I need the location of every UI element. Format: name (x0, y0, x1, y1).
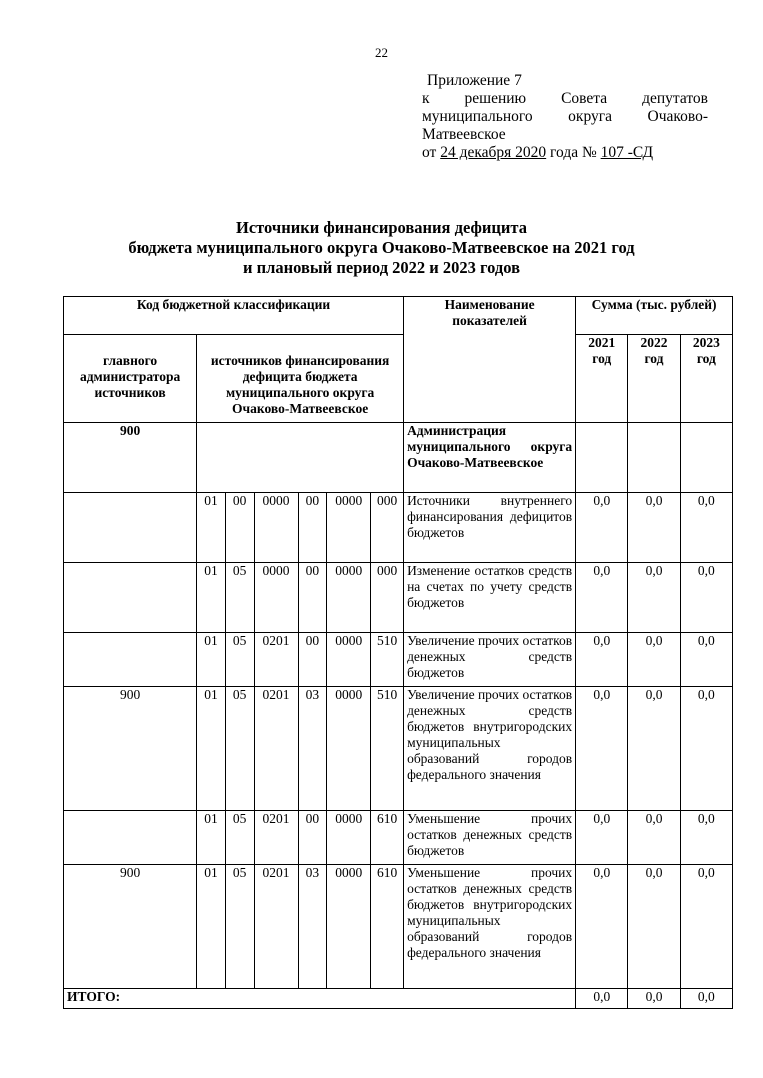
code-kind: 000 (371, 563, 404, 633)
admin-name (404, 423, 576, 493)
code-group: 01 (197, 865, 226, 989)
appendix-label: Приложение 7 (427, 72, 522, 89)
title-line-2: бюджета муниципального округа Очаково-Матвеевское на 2021 год (128, 238, 635, 257)
value-2022: 0,0 (628, 493, 680, 563)
value-2022: 0,0 (628, 563, 680, 633)
table-row (64, 633, 733, 687)
admin-v2023 (680, 423, 732, 493)
code-element: 0000 (327, 865, 371, 989)
value-2023: 0,0 (680, 811, 732, 865)
header-sum: Сумма (тыс. рублей) (576, 297, 733, 335)
code-group: 01 (197, 493, 226, 563)
table-row (64, 811, 733, 865)
indicator-name: Изменение остатков средств на счетах по учету средств бюджетов (404, 563, 576, 633)
value-2021: 0,0 (576, 687, 628, 811)
code-group: 01 (197, 633, 226, 687)
admin-code (64, 493, 197, 563)
sources-table (63, 296, 733, 1009)
header-main-admin: главного администратора источников (64, 335, 197, 423)
code-subarticle: 03 (298, 687, 327, 811)
appendix-district-name: Матвеевское (422, 126, 506, 143)
code-subgroup: 05 (225, 687, 254, 811)
code-subgroup: 05 (225, 633, 254, 687)
code-element: 0000 (327, 563, 371, 633)
code-subgroup: 05 (225, 865, 254, 989)
header-year-2023: 2023 год (680, 335, 732, 423)
total-label: ИТОГО: (64, 989, 576, 1009)
table-row (64, 865, 733, 989)
indicator-name: Уменьшение прочих остатков денежных средств бюджетов внутригородских муниципальных образований городов федерального значения (404, 865, 576, 989)
admin-name-text: Администрация муниципального округа Очаково-Матвеевское (407, 423, 573, 470)
table-row (64, 493, 733, 563)
appendix-district-line: муниципального округа Очаково- (422, 108, 708, 125)
code-group: 01 (197, 563, 226, 633)
total-v2021: 0,0 (576, 989, 628, 1009)
code-element: 0000 (327, 493, 371, 563)
admin-code (64, 633, 197, 687)
code-subarticle: 00 (298, 633, 327, 687)
document-title (0, 218, 763, 278)
code-subarticle: 03 (298, 865, 327, 989)
code-kind: 610 (371, 811, 404, 865)
admin-v2022 (628, 423, 680, 493)
code-kind: 000 (371, 493, 404, 563)
total-v2023: 0,0 (680, 989, 732, 1009)
code-article: 0201 (254, 865, 298, 989)
code-subgroup: 05 (225, 563, 254, 633)
code-group: 01 (197, 687, 226, 811)
value-2021: 0,0 (576, 865, 628, 989)
decision-number: 107 -СД (600, 144, 654, 161)
page-number: 22 (375, 45, 388, 60)
value-2021: 0,0 (576, 493, 628, 563)
code-subarticle: 00 (298, 493, 327, 563)
admin-code: 900 (64, 687, 197, 811)
indicator-name: Увеличение прочих остатков денежных средств бюджетов (404, 633, 576, 687)
value-2021: 0,0 (576, 563, 628, 633)
value-2023: 0,0 (680, 687, 732, 811)
code-article: 0201 (254, 633, 298, 687)
appendix-date-line (422, 144, 708, 162)
year-word: года № (550, 144, 597, 161)
code-kind: 610 (371, 865, 404, 989)
total-v2022: 0,0 (628, 989, 680, 1009)
code-article: 0000 (254, 563, 298, 633)
value-2022: 0,0 (628, 633, 680, 687)
code-subgroup: 00 (225, 493, 254, 563)
title-line-1: Источники финансирования дефицита (236, 218, 527, 237)
admin-code: 900 (64, 423, 197, 493)
indicator-name: Уменьшение прочих остатков денежных средств бюджетов (404, 811, 576, 865)
code-article: 0201 (254, 811, 298, 865)
header-indicator-name: Наименование показателей (404, 297, 576, 423)
value-2023: 0,0 (680, 563, 732, 633)
code-article: 0000 (254, 493, 298, 563)
value-2021: 0,0 (576, 633, 628, 687)
header-code-classification: Код бюджетной классификации (64, 297, 404, 335)
header-year-2022: 2022 год (628, 335, 680, 423)
indicator-name: Источники внутреннего финансирования дефицитов бюджетов (404, 493, 576, 563)
code-article: 0201 (254, 687, 298, 811)
code-element: 0000 (327, 633, 371, 687)
indicator-name: Увеличение прочих остатков денежных средств бюджетов внутригородских муниципальных образований городов федерального значения (404, 687, 576, 811)
value-2022: 0,0 (628, 811, 680, 865)
date-prefix: от (422, 144, 437, 161)
code-group: 01 (197, 811, 226, 865)
appendix-header (422, 72, 708, 162)
value-2021: 0,0 (576, 811, 628, 865)
code-subarticle: 00 (298, 811, 327, 865)
header-year-2021: 2021 год (576, 335, 628, 423)
value-2022: 0,0 (628, 687, 680, 811)
admin-code (64, 811, 197, 865)
value-2023: 0,0 (680, 633, 732, 687)
value-2022: 0,0 (628, 865, 680, 989)
code-kind: 510 (371, 633, 404, 687)
decision-date: 24 декабря 2020 (440, 144, 547, 161)
appendix-decision-line: к решению Совета депутатов (422, 90, 708, 107)
table-body (64, 493, 733, 989)
value-2023: 0,0 (680, 865, 732, 989)
code-kind: 510 (371, 687, 404, 811)
admin-code: 900 (64, 865, 197, 989)
code-subgroup: 05 (225, 811, 254, 865)
code-element: 0000 (327, 811, 371, 865)
admin-code-empty (197, 423, 404, 493)
admin-code (64, 563, 197, 633)
value-2023: 0,0 (680, 493, 732, 563)
header-sources: источников финансирования дефицита бюджета муниципального округа Очаково-Матвеевское (197, 335, 404, 423)
admin-v2021 (576, 423, 628, 493)
table-row (64, 687, 733, 811)
code-subarticle: 00 (298, 563, 327, 633)
title-line-3: и плановый период 2022 и 2023 годов (242, 258, 520, 277)
table-row (64, 563, 733, 633)
code-element: 0000 (327, 687, 371, 811)
